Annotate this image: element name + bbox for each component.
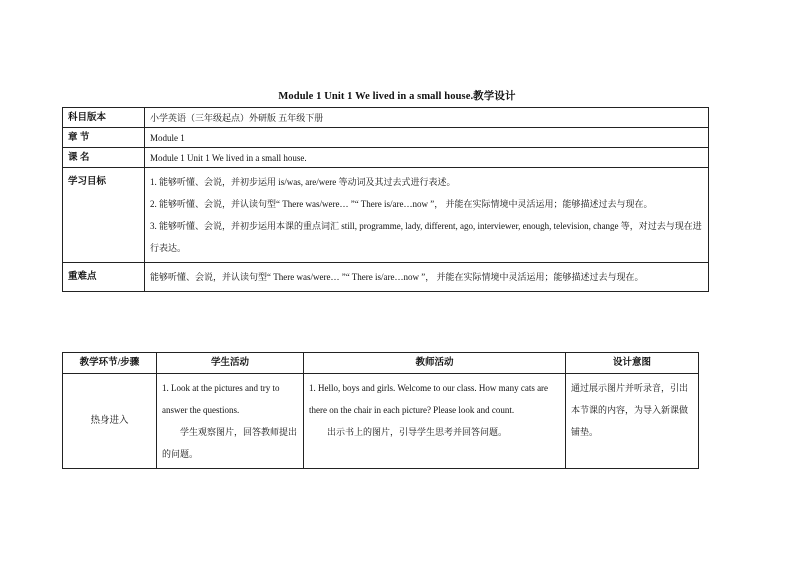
design-intent-text: 通过展示图片并听录音，引出本节课的内容，为导入新课做铺垫。 bbox=[571, 383, 689, 437]
objectives-list bbox=[145, 168, 709, 263]
course-info-table bbox=[62, 107, 709, 292]
info-row-objectives bbox=[63, 168, 709, 263]
info-label: 课 名 bbox=[63, 148, 145, 168]
header-teacher-activity: 教师活动 bbox=[304, 353, 566, 374]
header-design-intent: 设计意图 bbox=[566, 353, 699, 374]
design-intent-cell bbox=[566, 374, 699, 469]
objective-item: 2. 能够听懂、会说，并认读句型“ There was/were… ”“ There is/are…now ”， 并能在实际情境中灵活运用；能够描述过去与现在。 bbox=[150, 199, 653, 209]
objective-item: 1. 能够听懂、会说，并初步运用 is/was, are/were 等动词及其过去式进行表述。 bbox=[150, 177, 456, 187]
info-label: 学习目标 bbox=[63, 168, 145, 263]
info-row-subject bbox=[63, 108, 709, 128]
process-header-row bbox=[63, 353, 699, 374]
info-row-lesson bbox=[63, 148, 709, 168]
key-points-text bbox=[145, 263, 709, 292]
info-label: 科目版本 bbox=[63, 108, 145, 128]
teaching-process-table bbox=[62, 352, 699, 469]
student-activity-cell bbox=[157, 374, 304, 469]
info-value: Module 1 Unit 1 We lived in a small house. bbox=[145, 148, 709, 168]
student-activity-line: 学生观察图片，回答教师提出的问题。 bbox=[162, 427, 298, 459]
document-title: Module 1 Unit 1 We lived in a small house.教学设计 bbox=[278, 91, 516, 102]
teacher-activity-line: 出示书上的图片，引导学生思考并回答问题。 bbox=[327, 427, 508, 437]
process-row-warmup bbox=[63, 374, 699, 469]
stage-cell: 热身进入 bbox=[63, 374, 157, 469]
header-student-activity: 学生活动 bbox=[157, 353, 304, 374]
key-points-paragraph: 能够听懂、会说，并认读句型“ There was/were… ”“ There is/are…now ”， 并能在实际情境中灵活运用；能够描述过去与现在。 bbox=[150, 272, 644, 282]
info-value: 小学英语（三年级起点）外研版 五年级下册 bbox=[145, 108, 709, 128]
info-row-chapter bbox=[63, 128, 709, 148]
info-label: 章 节 bbox=[63, 128, 145, 148]
objective-item: 3. 能够听懂、会说，并初步运用本课的重点词汇 still, programme, lady, different, ago, interviewer, enough, television, change 等，对过去与现在进行表达。 bbox=[150, 221, 702, 253]
info-label: 重难点 bbox=[63, 263, 145, 292]
info-row-key-points bbox=[63, 263, 709, 292]
header-stage: 教学环节/步骤 bbox=[63, 353, 157, 374]
teacher-activity-cell bbox=[304, 374, 566, 469]
info-value: Module 1 bbox=[145, 128, 709, 148]
student-activity-line: 1. Look at the pictures and try to answer the questions. bbox=[162, 383, 280, 415]
teacher-activity-line: 1. Hello, boys and girls. Welcome to our class. How many cats are there on the chair in each picture? Please look and count. bbox=[309, 383, 549, 415]
